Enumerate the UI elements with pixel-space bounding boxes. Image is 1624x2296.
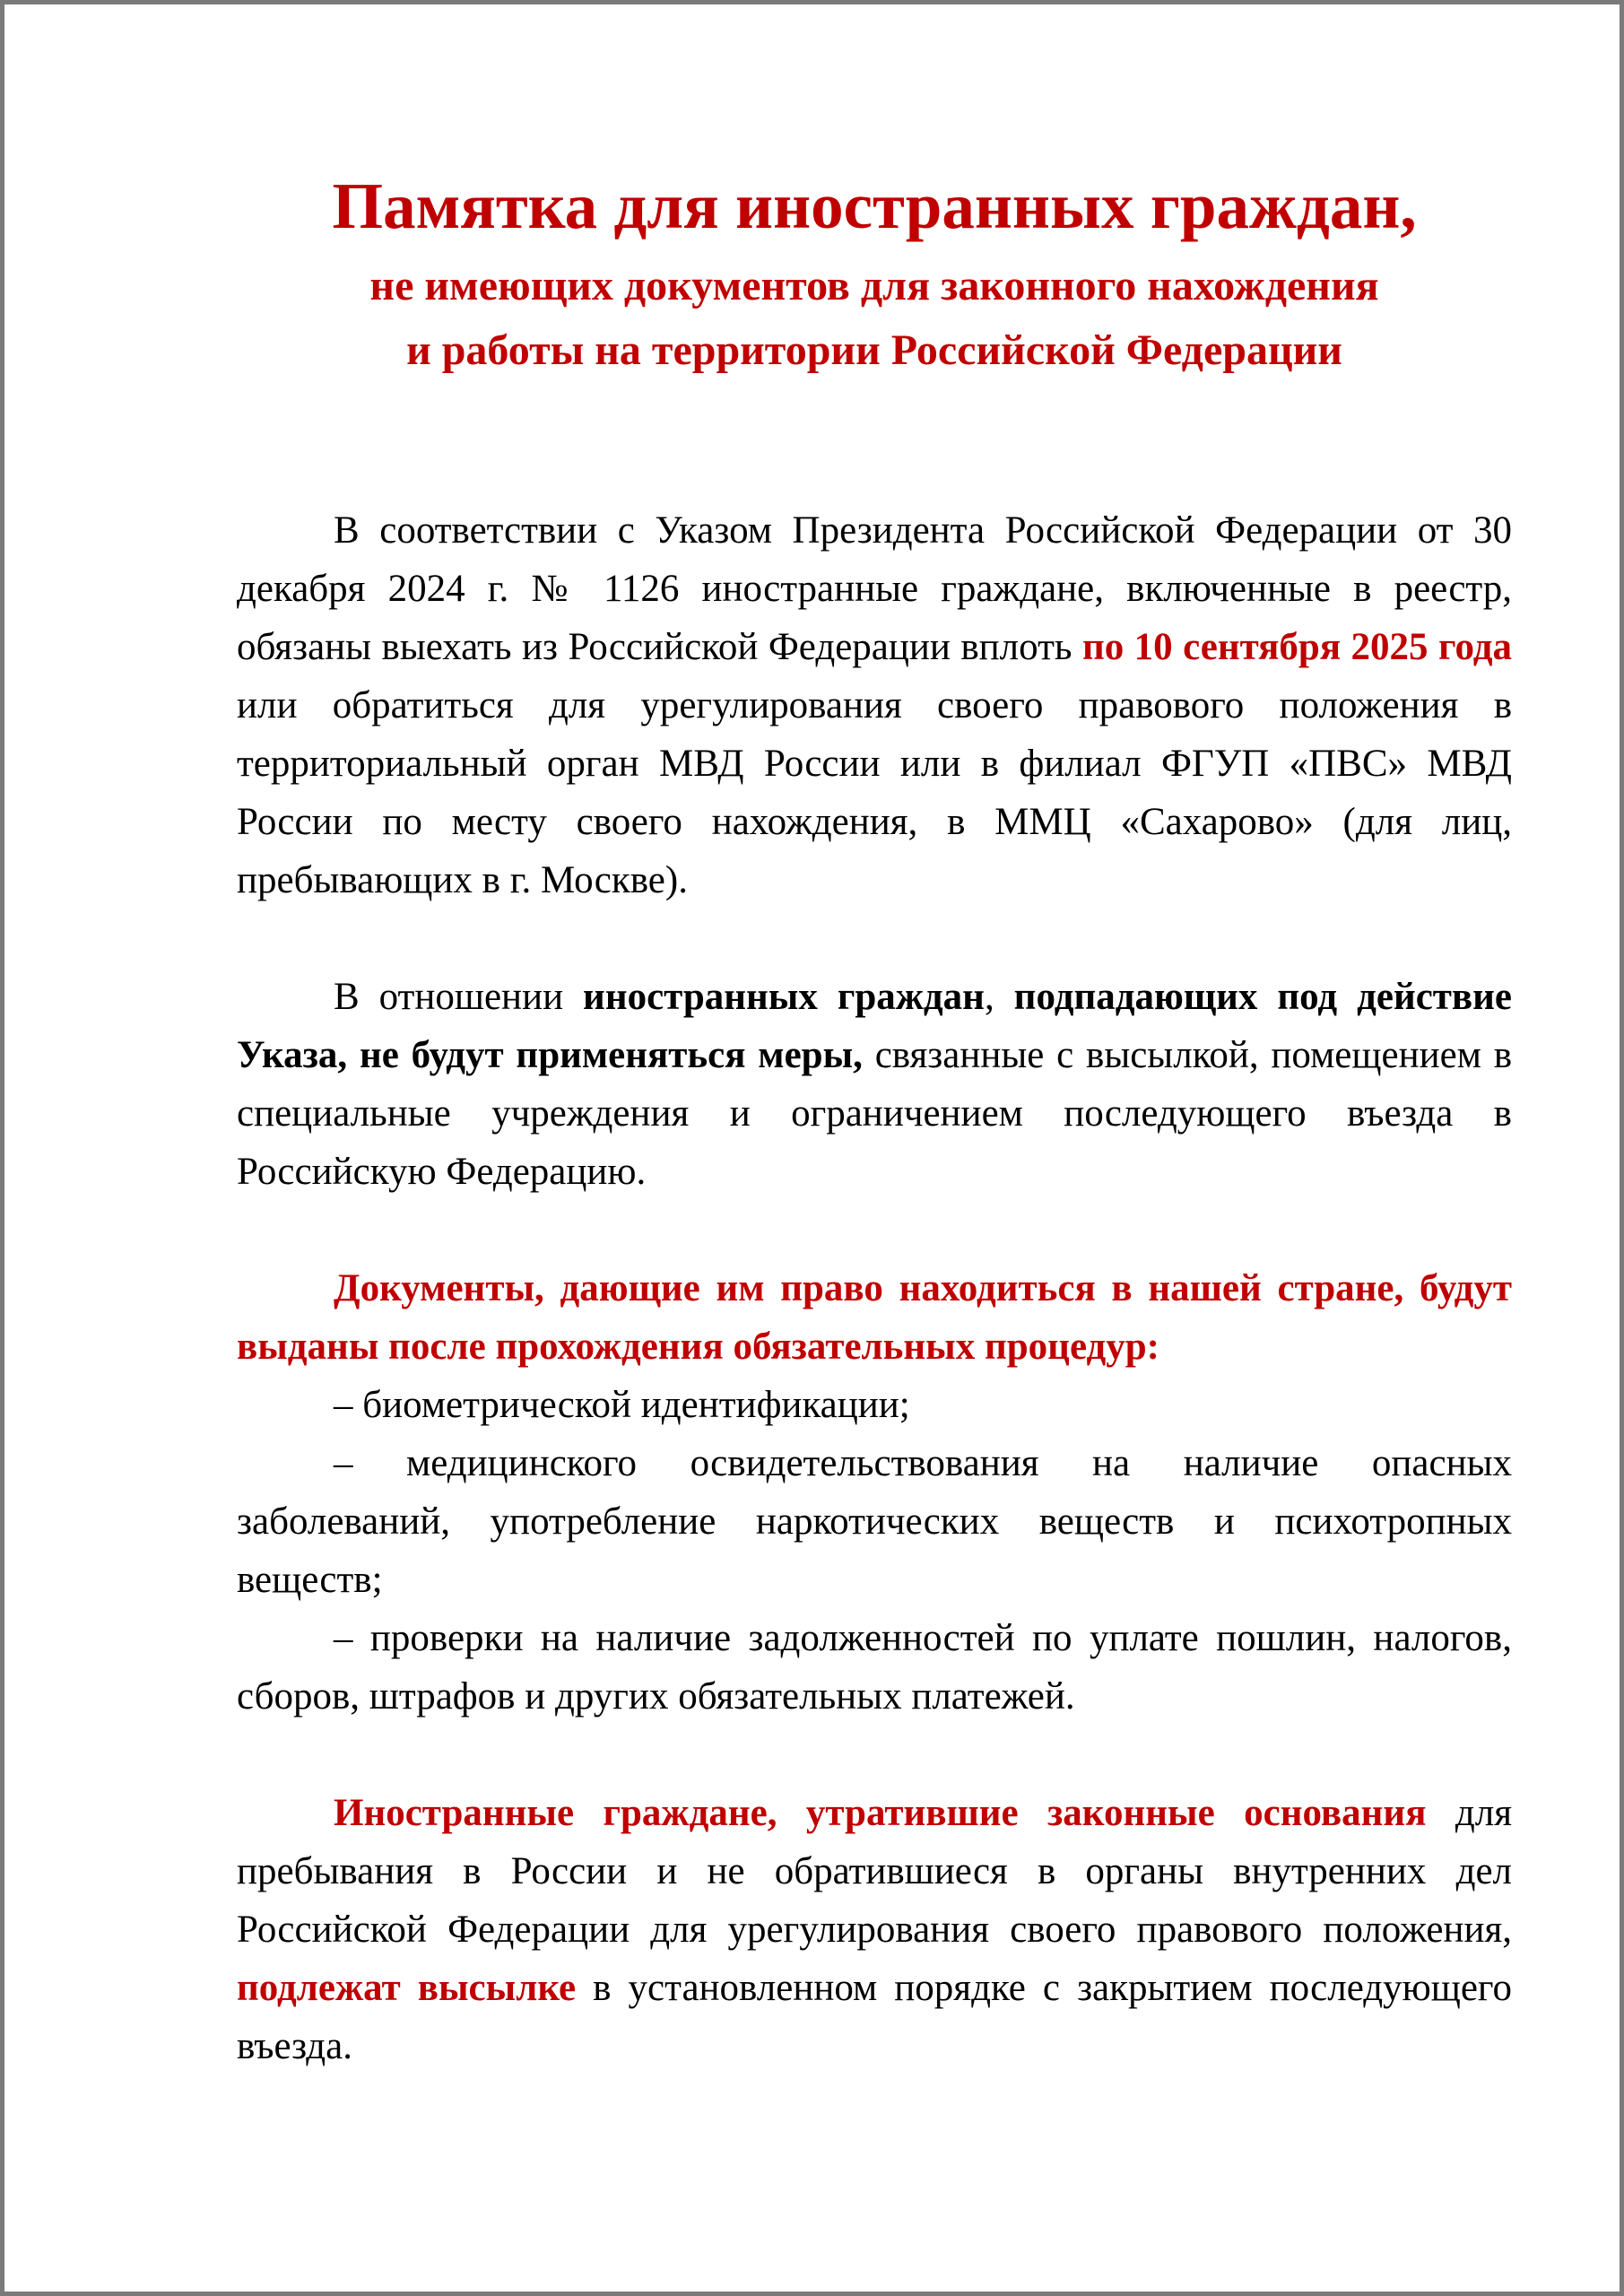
paragraph-procedures-heading [237, 1259, 1512, 1376]
paragraph-measures-bold-a: иностранных граждан [583, 976, 985, 1018]
expulsion-highlight: подлежат высылке [237, 1967, 577, 2009]
procedures-heading: Документы, дающие им право находиться в нашей стране, будут выданы после прохождения обязательных процедур: [237, 1267, 1512, 1368]
deadline-highlight: по 10 сентября 2025 года [1081, 626, 1512, 668]
procedure-item: – проверки на наличие задолженностей по уплате пошлин, налогов, сборов, штрафов и других обязательных платежей. [237, 1617, 1512, 1718]
paragraph-decree-text-a: В соответствии с Указом Президента Российской Федерации от 30 декабря 2024 г. № 1126 иностранные граждане, включенные в реестр, обязаны выехать из Российской Федерации вплоть [237, 509, 1512, 668]
paragraph-decree [237, 501, 1512, 909]
paragraph-expulsion [237, 1784, 1512, 2075]
paragraph-measures-text-b: , [984, 976, 1014, 1018]
document-body [237, 166, 1512, 2075]
paragraph-expulsion-text-b: в установленном порядке с закрытием последующего въезда. [237, 1967, 1512, 2067]
paragraph-measures [237, 968, 1512, 1201]
procedure-item: – медицинского освидетельствования на наличие опасных заболеваний, употребление наркотических веществ и психотропных веществ; [237, 1442, 1512, 1601]
document-title: Памятка для иностранных граждан, [332, 170, 1417, 242]
document-subtitle-line2: и работы на территории Российской Федерации [406, 326, 1342, 374]
paragraph-measures-bold-b: подпадающих под действие Указа, не будут применяться меры, [237, 976, 1513, 1076]
paragraph-measures-text-a: В отношении [334, 976, 584, 1018]
document-subtitle-line1: не имеющих документов для законного нахождения [369, 262, 1379, 309]
procedure-item: – биометрической идентификации; [334, 1384, 910, 1426]
paragraph-expulsion-text-a: для пребывания в России и не обратившиеся в органы внутренних дел Российской Федерации для урегулирования своего правового положения, [237, 1792, 1512, 1951]
paragraph-decree-text-b: или обратиться для урегулирования своего правового положения в территориальный орган МВД России или в филиал ФГУП «ПВС» МВД России по месту своего нахождения, в ММЦ «Сахарово» (для лиц, пребывающих в г. Москве). [237, 684, 1512, 901]
paragraph-measures-text-c: связанные с высылкой, помещением в специальные учреждения и ограничением последующего въезда в Российскую Федерацию. [237, 1034, 1512, 1193]
paragraph-expulsion-highlight-a: Иностранные граждане, утратившие законные основания [334, 1792, 1427, 1834]
